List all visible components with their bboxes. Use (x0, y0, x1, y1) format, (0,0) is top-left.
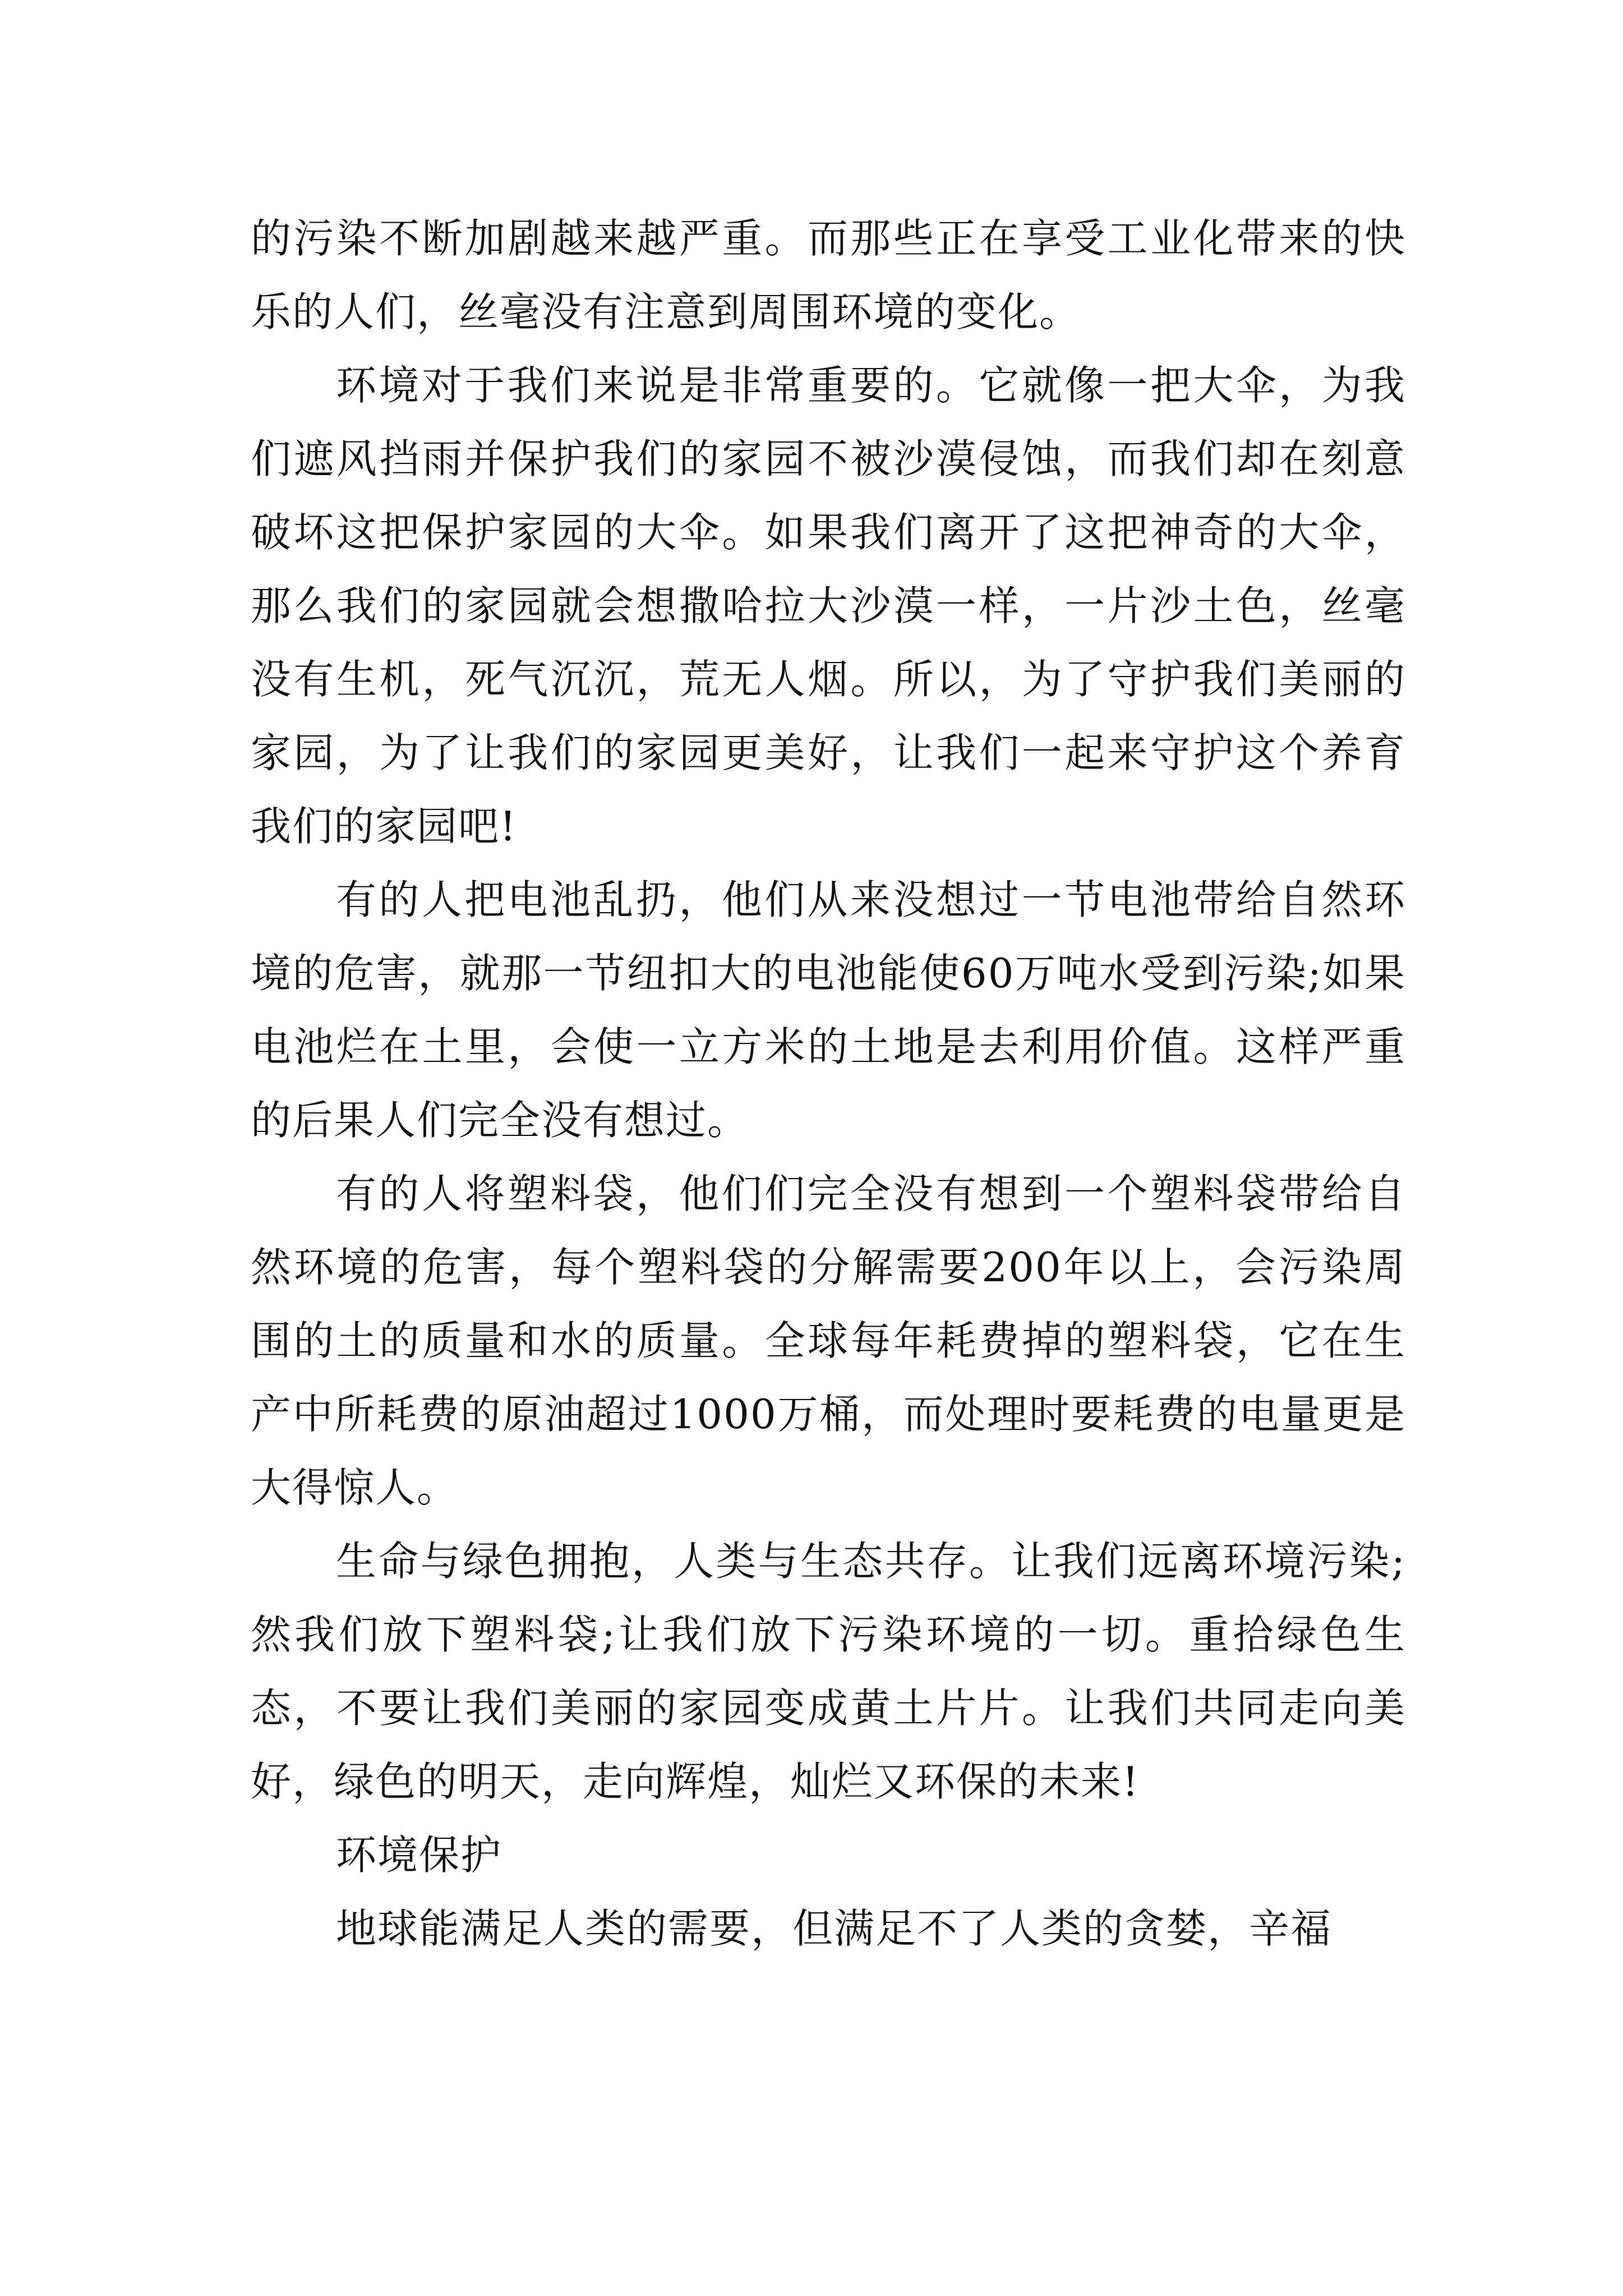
paragraph-6: 地球能满足人类的需要，但满足不了人类的贪婪，辛福 (336, 1905, 1332, 1952)
paragraph-5: 生命与绿色拥抱，人类与生态共存。让我们远离环境污染;然我们放下塑料袋;让我们放下污染环境的一切。重拾绿色生态，不要让我们美丽的家园变成黄土片片。让我们共同走向美好，绿色的明天，走向辉煌，灿烂又环保的未来! (251, 1538, 1406, 1805)
document-body (251, 202, 1406, 1966)
paragraph-1: 的污染不断加剧越来越严重。而那些正在享受工业化带来的快乐的人们，丝毫没有注意到周围环境的变化。 (251, 215, 1406, 335)
section-heading: 环境保护 (336, 1832, 502, 1879)
paragraph-3: 有的人把电池乱扔，他们从来没想过一节电池带给自然环境的危害，就那一节纽扣大的电池能使60万吨水受到污染;如果电池烂在土里，会使一立方米的土地是去利用价值。这样严重的后果人们完全没有想过。 (251, 876, 1406, 1144)
paragraph-2: 环境对于我们来说是非常重要的。它就像一把大伞，为我们遮风挡雨并保护我们的家园不被沙漠侵蚀，而我们却在刻意破坏这把保护家园的大伞。如果我们离开了这把神奇的大伞，那么我们的家园就会想撒哈拉大沙漠一样，一片沙土色，丝毫没有生机，死气沉沉，荒无人烟。所以，为了守护我们美丽的家园，为了让我们的家园更美好，让我们一起来守护这个养育我们的家园吧! (251, 362, 1406, 850)
paragraph-4: 有的人将塑料袋，他们们完全没有想到一个塑料袋带给自然环境的危害，每个塑料袋的分解需要200年以上，会污染周围的土的质量和水的质量。全球每年耗费掉的塑料袋，它在生产中所耗费的原油超过1000万桶，而处理时要耗费的电量更是大得惊人。 (251, 1170, 1406, 1511)
